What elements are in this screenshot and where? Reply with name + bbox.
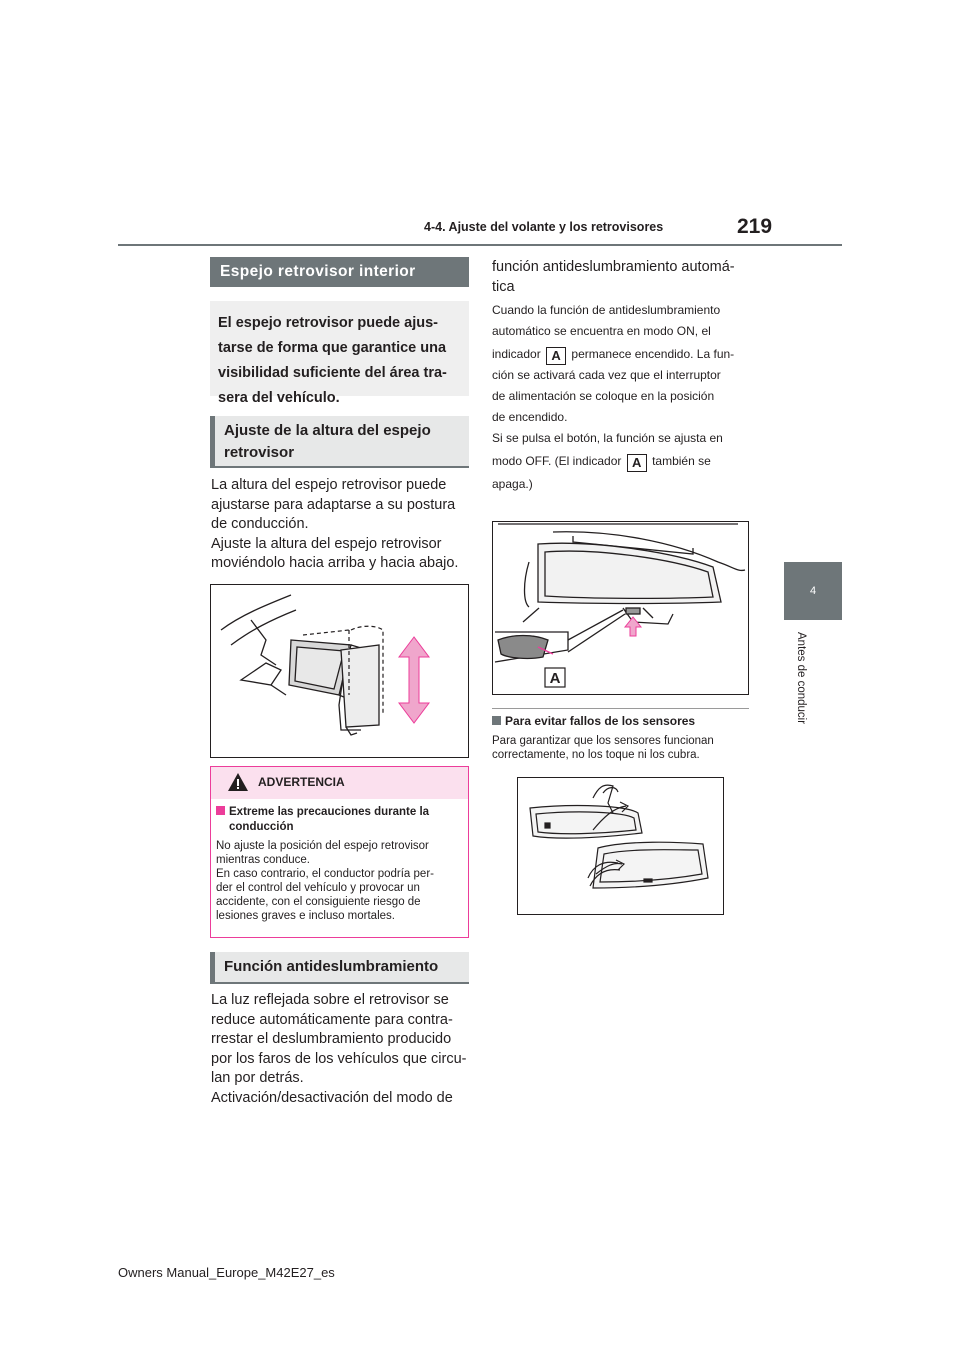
body-line: tica (492, 279, 515, 295)
sensors-illustration (518, 778, 723, 914)
body-line: La luz reflejada sobre el retrovisor se (211, 992, 449, 1008)
warning-line: No ajuste la posición del espejo retrovisor (216, 840, 429, 852)
section-title: Espejo retrovisor interior (210, 257, 469, 287)
body-line: por los faros de los vehículos que circu- (211, 1050, 467, 1067)
warning-box (210, 766, 469, 938)
text-line: automático se encuentra en modo ON, el (492, 324, 711, 338)
chapter-title-vertical (793, 632, 807, 732)
divider (492, 708, 749, 709)
body-line: de conducción. (211, 516, 309, 532)
warning-title: ADVERTENCIA (258, 775, 345, 789)
mirror-height-figure (210, 584, 469, 758)
intro-box (210, 301, 469, 406)
warning-line: En caso contrario, el conductor podría per- (216, 868, 434, 880)
bullet-square-icon (216, 806, 225, 815)
sensors-figure (517, 777, 724, 915)
mirror-indicator-figure (492, 521, 749, 695)
warning-item-title (216, 805, 463, 835)
text-line: Cuando la función de antideslumbramiento (492, 303, 721, 317)
warning-header (211, 767, 468, 799)
indicator-a-label: A (546, 347, 566, 365)
body-line: reduce automáticamente para contra- (211, 1011, 453, 1028)
chapter-number: 4 (809, 585, 817, 597)
chapter-title: Antes de conducir (795, 632, 807, 725)
footer-document-id: Owners Manual_Europe_M42E27_es (118, 1265, 335, 1280)
warning-item-title-line: Extreme las precauciones durante la (229, 806, 430, 818)
bullet-square-icon (492, 716, 501, 725)
body-line: moviéndolo hacia arriba y hacia abajo. (211, 555, 459, 571)
indicator-a-label: A (627, 454, 647, 472)
intro-line: El espejo retrovisor puede ajus- (218, 315, 438, 331)
callout-a-label: A (549, 670, 561, 687)
up-down-arrow-icon (399, 637, 429, 723)
header-rule (118, 244, 842, 246)
text-line: indicador A permanece encendido. La fun- (492, 347, 735, 363)
text-line: de encendido. (492, 410, 568, 424)
body-line: Ajuste la altura del espejo retrovisor (211, 535, 442, 552)
intro-line: visibilidad suficiente del área tra- (218, 365, 447, 381)
body-line: rrestar el deslumbramiento producido (211, 1031, 452, 1047)
intro-line: tarse de forma que garantice una (218, 340, 447, 356)
chapter-tab[interactable] (784, 562, 842, 620)
text-line: correctamente, no los toque ni los cubra. (492, 749, 700, 761)
warning-text (216, 839, 463, 923)
warning-line: mientras conduce. (216, 854, 310, 866)
body-line: La altura del espejo retrovisor puede (211, 477, 447, 493)
section-breadcrumb: 4-4. Ajuste del volante y los retrovisores (424, 220, 664, 234)
heading-line: retrovisor (224, 444, 295, 461)
page-number: 219 (737, 215, 773, 238)
heading-line: Función antideslumbramiento (224, 958, 439, 975)
antiglare-heading (210, 952, 469, 984)
mirror-indicator-illustration (493, 522, 748, 694)
height-adjust-text (211, 476, 473, 574)
text-line: Si se pulsa el botón, la función se ajusta en (492, 431, 723, 445)
warning-line: lesiones graves e incluso mortales. (216, 910, 395, 922)
heading-line: Ajuste de la altura del espejo (224, 422, 431, 439)
intro-line: sera del vehículo. (218, 390, 340, 406)
height-adjust-heading (210, 416, 469, 468)
mirror-height-illustration (211, 585, 468, 757)
auto-mode-continued (492, 257, 754, 297)
sensors-text (492, 734, 754, 762)
antiglare-text (211, 991, 473, 1108)
sensors-title: Para evitar fallos de los sensores (492, 714, 754, 728)
warning-item-title-line: conducción (229, 821, 294, 833)
text-line: ción se activará cada vez que el interruptor (492, 368, 721, 382)
text-line: de alimentación se coloque en la posición (492, 389, 715, 403)
body-line: ajustarse para adaptarse a su postura (211, 496, 456, 513)
warning-line: der el control del vehículo y provocar un (216, 882, 420, 894)
body-line: función antideslumbramiento automá- (492, 259, 735, 275)
body-line: Activación/desactivación del modo de (211, 1089, 453, 1106)
text-line: Para garantizar que los sensores funcionan (492, 735, 714, 747)
text-line: apaga.) (492, 477, 533, 491)
warning-triangle-icon (227, 771, 249, 793)
pointer-arrow-icon (625, 617, 641, 636)
auto-mode-description (492, 300, 754, 495)
body-line: lan por detrás. (211, 1070, 304, 1086)
warning-line: accidente, con el consiguiente riesgo de (216, 896, 421, 908)
text-line: modo OFF. (El indicador A también se (492, 454, 711, 470)
